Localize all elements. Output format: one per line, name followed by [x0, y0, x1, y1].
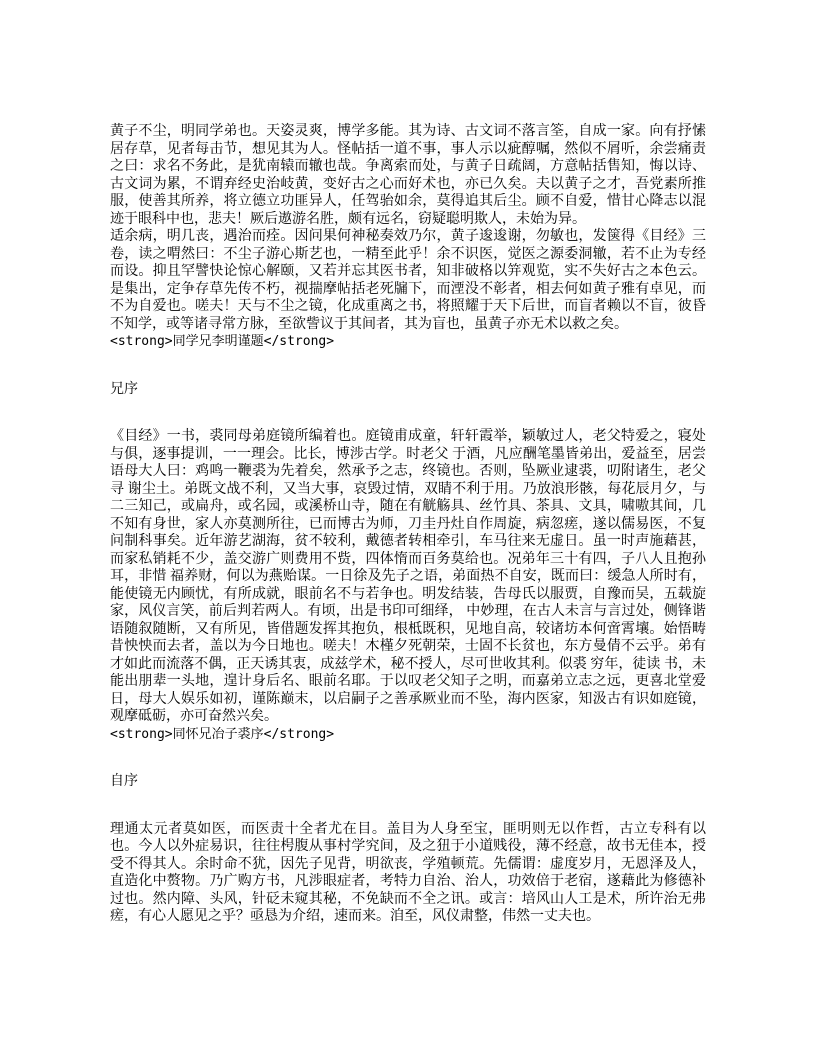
self-preface-heading: 自序 [110, 774, 138, 789]
brother-preface-signature-line: <strong>同怀兄冶子裘序</strong> [110, 726, 335, 742]
li-preface-paragraph-2: 适余病，明几丧，遇治而痊。因问果何神秘奏效乃尔，黄子逡逡谢，勿敏也，发箧得《目经》三卷，读之喟然曰：不尘子游心斯艺也，一精至此乎！余不识医，觉医之源委洞辙，若不止为专经而设。抑且罕譬快论惊心解颐，又若并忘其医书者，知非破格以笄观览，实不失好古之本色云。是集出，定争存草先传不朽，视揣摩帖括老死牖下，而湮没不彰者，相去何如黄子雅有卓见，而不为自爱也。嗟夫！天与不尘之镜，化成重离之书，将照耀于天下后世，而盲者赖以不盲，彼昏不知学，或等诸寻常方脉，至欲訾议于其间者，其为盲也，虽黄子亦无术以救之矣。 [110, 229, 706, 332]
li-preface-paragraph-1: 黄子不尘，明同学弟也。天姿灵爽，博学多能。其为诗、古文词不落言筌，自成一家。向有抒愫居存草，见者每击节，想见其为人。怪帖括一道不事，事人示以疵醇嘱，然似不屑听，余尝痛责之曰：求名不务此，是犹南辕而辙也哉。争离索而处，与黄子日疏阔，方意帖括售知，悔以诗、古文词为累，不谓弃经史治岐黄，变好古之心而好术也，亦已久矣。夫以黄子之才，吾党素所推服，使善其所养，将立德立功匪异人，任驾骀如余，莫得追其后尘。顾不自爱，惜甘心降志以混迹于眼科中也，悲夫！厥后遨游名胜，颇有远名，窃疑聪明欺人，未始为异。 [110, 124, 706, 227]
self-preface-paragraph: 理通太元者莫如医，而医责十全者尤在目。盖目为人身至宝，匪明则无以作哲，古立专科有以也。今人以外症易识，往往枵腹从事村学究间，及之狃于小道贱役，薄不经意，故书无佳本，授受不得其人。余时命不犹，因先子见背，明欲丧，学殖顿荒。先儒谓：虚度岁月，无恩泽及人，直造化中赘物。乃广购方书，凡涉眼症者，考特力自治、治人，功效倍于老宿，遂藉此为修德补过也。然内障、头风，针砭未窥其秘，不免缺而不全之讯。或言：培风山人工是术，所许治无弗瘥，有心人愿见之乎？亟恳为介绍，速而来。洎至，风仪肃整，伟然一丈夫也。 [110, 821, 706, 924]
li-preface-signature-line: <strong>同学兄李明谨题</strong> [110, 334, 335, 349]
brother-preface-paragraph: 《目经》一书，裘同母弟庭镜所编着也。庭镜甫成童，轩轩霞举，颖敏过人，老父特爱之，寝处与俱，逐事提训，一一理会。比长，博涉古学。时老父 于酒，凡应酬笔墨皆弟出，爱益至，居尝语母大人曰：鸡鸣一鞭裘为先着矣，然承予之志，终镜也。否则，坠厥业逮裘，叨附诸生，老父寻 谢尘土。弟既文战不利，又当大事，哀毁过情，双睛不利于用。乃放浪形骸，每花辰月夕，与二三知己，或扁舟，或名园，或溪桥山寺，随在有觥觞具、丝竹具、茶具、文具，啸嗷其间，几不知有身世，家人亦莫测所往，已而博古为师，刀圭丹灶自作周旋，病忽瘥，遂以儒易医，不复问制科事矣。近年游艺湖海，贫不较利，戴德者转相牵引，车马往来无虚日。虽一时声施藉甚，而家私销耗不少，盖交游广则费用不赀，四体惰而百务莫给也。况弟年三十有四，子八人且抱孙耳，非惜 福养财，何以为燕贻谋。一日徐及先子之语，弟面热不自安，既而曰：缓急人所时有，能使镜无内顾忧，有所成就，眼前名不与若争也。明发结装，告母氏以服贾，自豫而吴，五载旋家，风仪言笑，前后判若两人。有顷，出是书印可细绎， 中妙理，在古人未言与言过处，侧锋谐语随叙随断，又有所见，皆借题发挥其抱负，根柢既积，见地自高，较诸坊本何啻霄壤。始悟畴昔怏怏而去者，盖以为今日地也。嗟夫！木槿夕死朝荣，士固不长贫也，东方曼倩不云乎。弟有才如此而流落不偶，正天诱其衷，成兹学术，秘不授人，尽可世收其利。似裘 穷年，徒读 书，未能出朋辈一头地，遑计身后名、眼前名耶。于以叹老父知子之明，而嘉弟立志之远，更喜北堂爱日，母大人娱乐如初，谨陈巅末，以启嗣子之善承厥业而不坠，海内医家，知汲古有识如庭镜，观摩砥砺，亦可奋然兴矣。 [110, 429, 706, 724]
brother-preface-heading: 兄序 [110, 381, 138, 397]
